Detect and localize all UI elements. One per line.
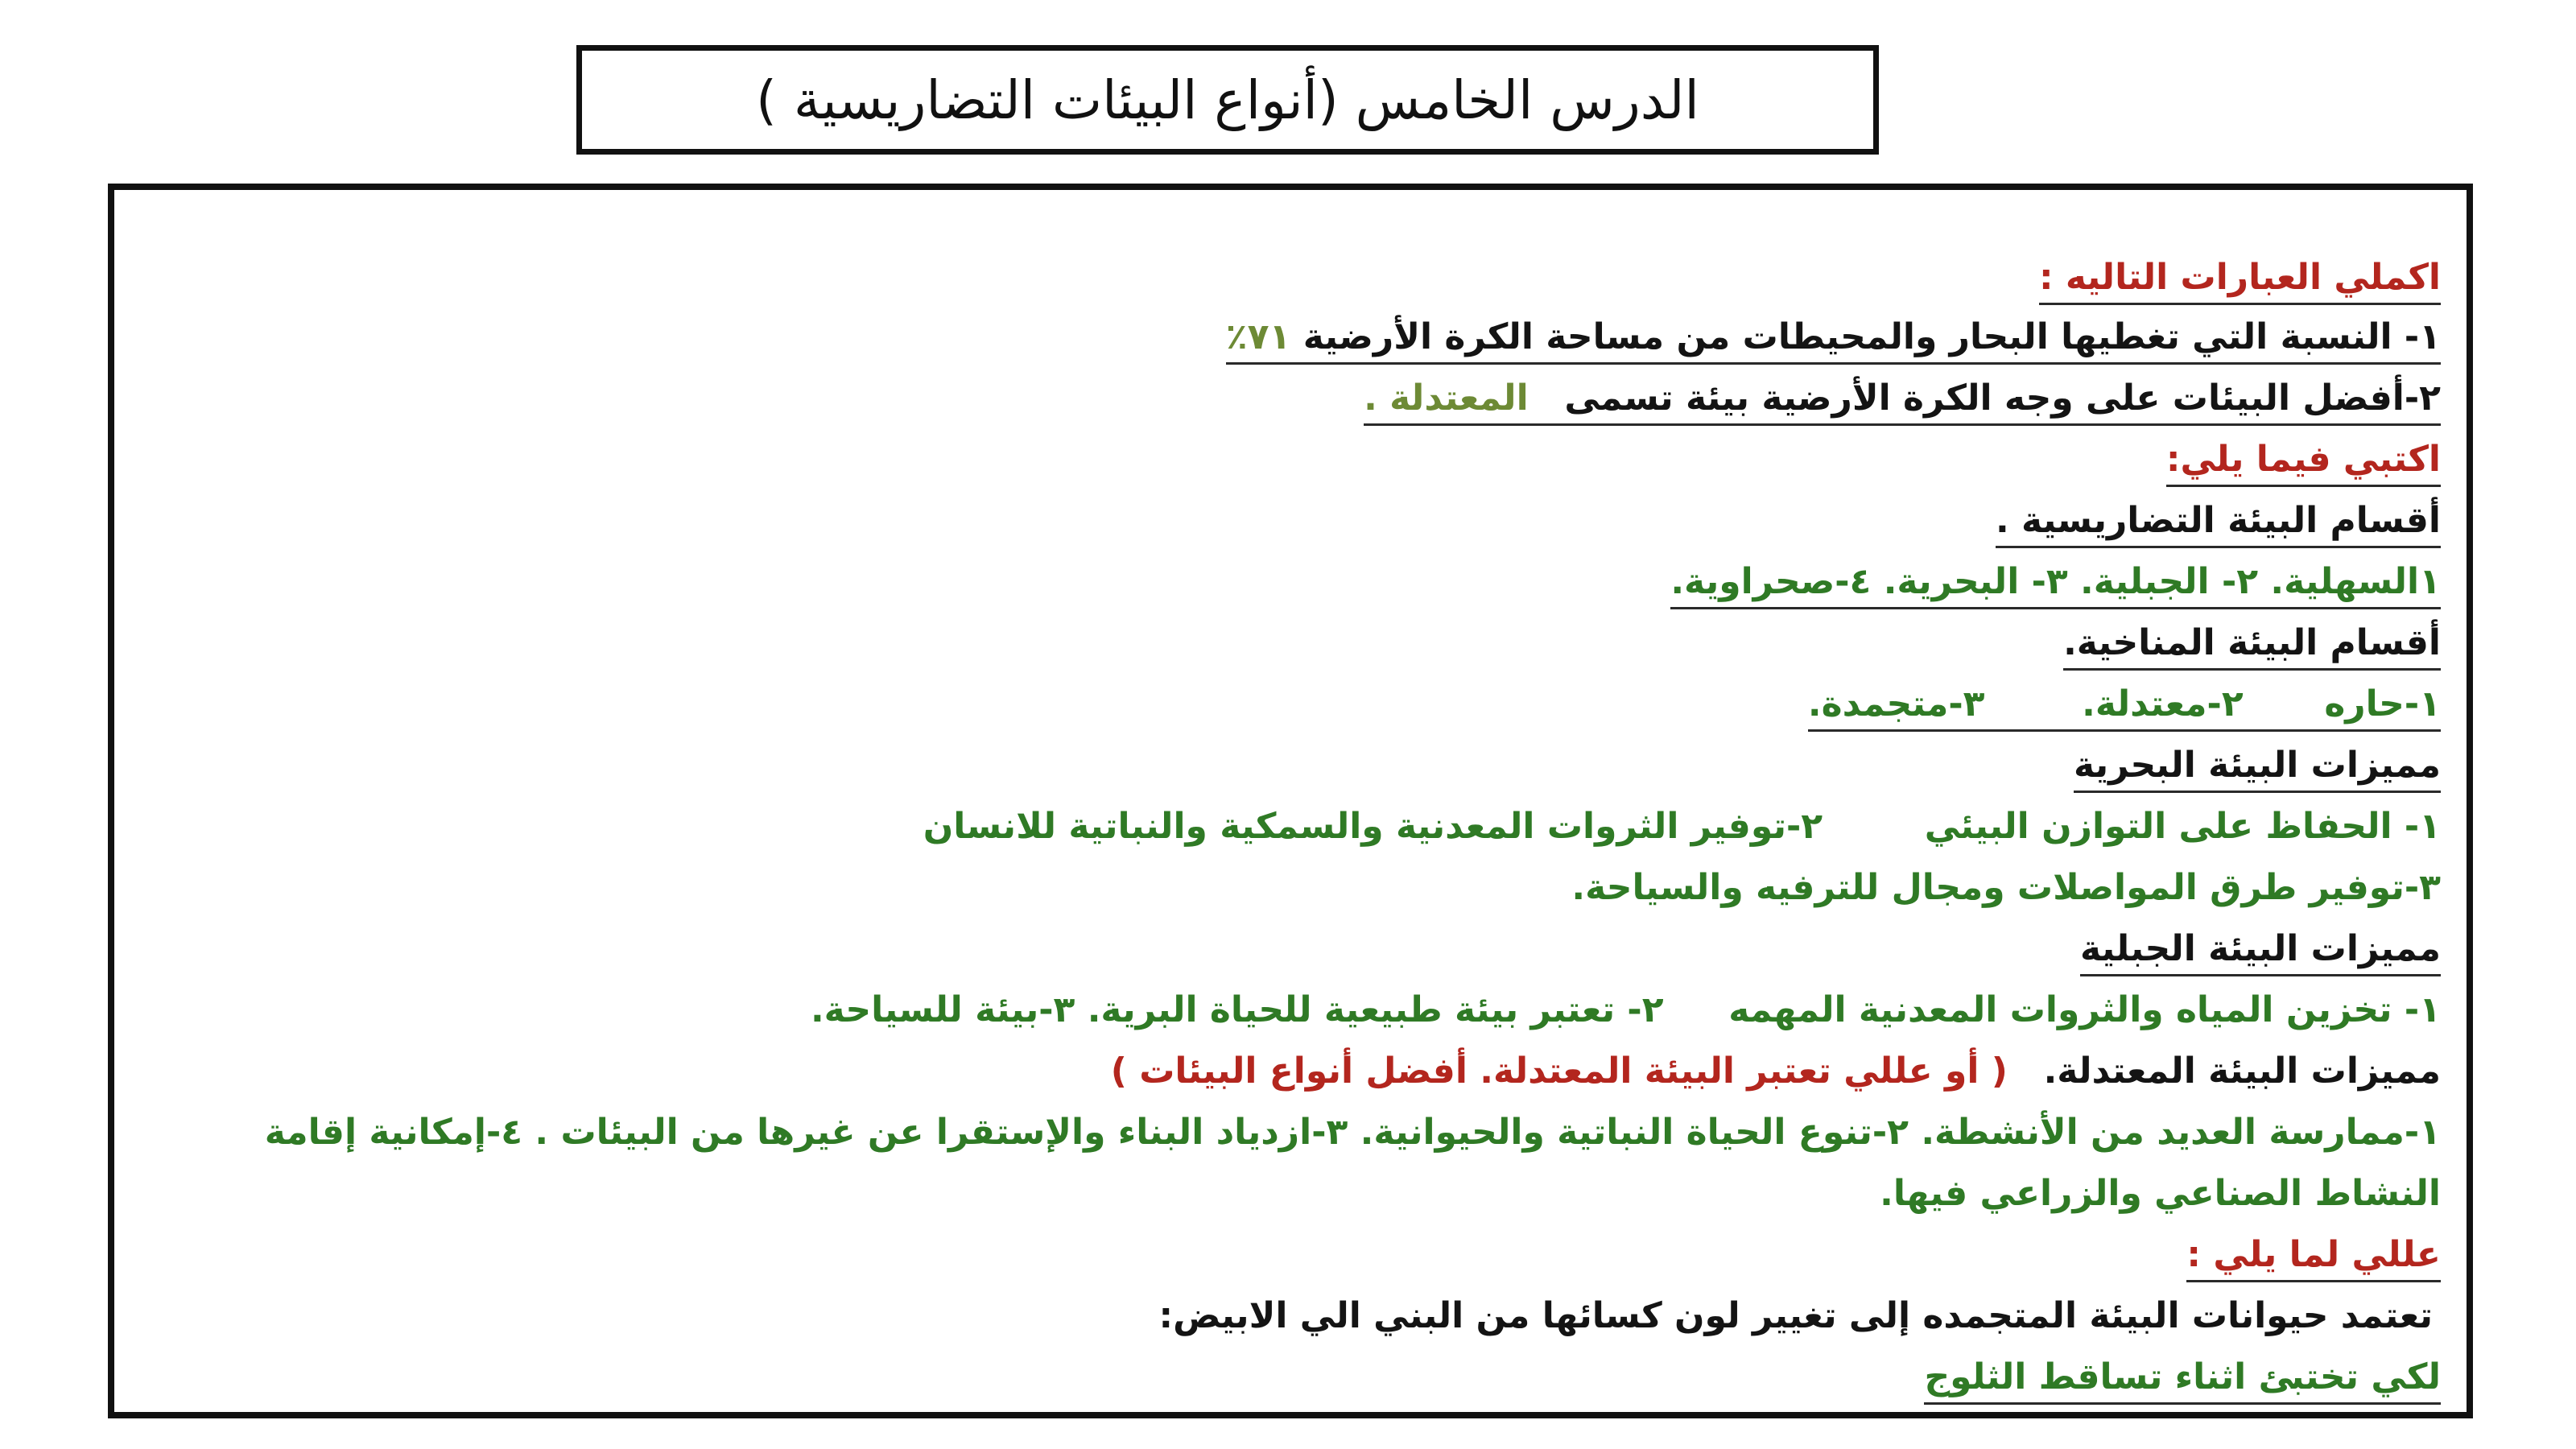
question-1-text: ١- النسبة التي تغطيها البحار والمحيطات من مساحة الكرة الأرضية: [1302, 316, 2441, 357]
lesson-title: الدرس الخامس (أنواع البيئات التضاريسية ): [756, 68, 1699, 131]
mountain-answer-2: ٢- تعتبر بيئة طبيعية للحياة البرية. ٣-بيئة للسياحة.: [810, 989, 1664, 1030]
climate-answer-frozen: ٣-متجمدة.: [1807, 683, 1985, 724]
mountain-features-heading: مميزات البيئة الجبلية: [2080, 926, 2441, 976]
heading-complete-statements: اكملي العبارات التاليه :: [2039, 254, 2441, 305]
temperate-answer-line1: ١-ممارسة العديد من الأنشطة. ٢-تنوع الحياة النباتية والحيوانية. ٣-ازدياد البناء والإستقرا عن غيرها من البيئات . ٤-إمكانية إقامة: [264, 1112, 2441, 1153]
heading-explain-following: عللي لما يلي :: [2186, 1232, 2441, 1282]
mountain-features-answer: [811, 987, 2441, 1034]
terrain-sections-answer: ١السهلية. ٢- الجبلية. ٣- البحرية. ٤-صحراوية.: [1670, 559, 2441, 609]
mountain-answer-1: ١- تخزين المياه والثروات المعدنية المهمه: [1728, 989, 2441, 1030]
lesson-title-box: [576, 45, 1879, 155]
temperate-features-heading-line: [1111, 1048, 2441, 1095]
question-2-answer: المعتدلة .: [1364, 378, 1529, 419]
explain-question: تعتمد حيوانات البيئة المتجمده إلى تغيير لون كسائها من البني الي الابيض:: [1158, 1295, 2433, 1336]
temperate-features-note: ( أو عللي تعتبر البيئة المعتدلة. أفضل أنواع البيئات ): [1110, 1051, 2008, 1092]
marine-features-answer-line1: [923, 803, 2441, 850]
question-2-text: ٢-أفضل البيئات على وجه الكرة الأرضية بيئة تسمى: [1564, 378, 2441, 419]
question-2: [1364, 375, 2441, 426]
marine-features-heading: مميزات البيئة البحرية: [2074, 742, 2441, 793]
marine-answer-2: ٢-توفير الثروات المعدنية والسمكية والنباتية للانسان: [923, 806, 1823, 847]
explain-answer: لكي تختبئ اثناء تساقط الثلوج: [1924, 1354, 2441, 1405]
climate-answer-hot: ١-حاره: [2324, 683, 2441, 724]
marine-answer-1: ١- الحفاظ على التوازن البيئي: [1924, 806, 2441, 847]
marine-answer-3: ٣-توفير طرق المواصلات ومجال للترفيه والسياحة.: [1571, 867, 2441, 908]
question-1: [1226, 314, 2441, 365]
terrain-sections-heading: أقسام البيئة التضاريسية .: [1996, 497, 2441, 548]
climate-sections-answer: [1808, 681, 2441, 732]
temperate-answer-line2: النشاط الصناعي والزراعي فيها.: [1880, 1173, 2441, 1214]
climate-sections-heading: أقسام البيئة المناخية.: [2063, 620, 2441, 671]
heading-write-following: اكتبي فيما يلي:: [2166, 436, 2441, 487]
worksheet-content-box: [108, 184, 2473, 1418]
temperate-features-heading: مميزات البيئة المعتدلة.: [2043, 1051, 2441, 1092]
climate-answer-temperate: ٢-معتدلة.: [2082, 683, 2244, 724]
question-1-answer: ٧١٪: [1225, 316, 1291, 357]
